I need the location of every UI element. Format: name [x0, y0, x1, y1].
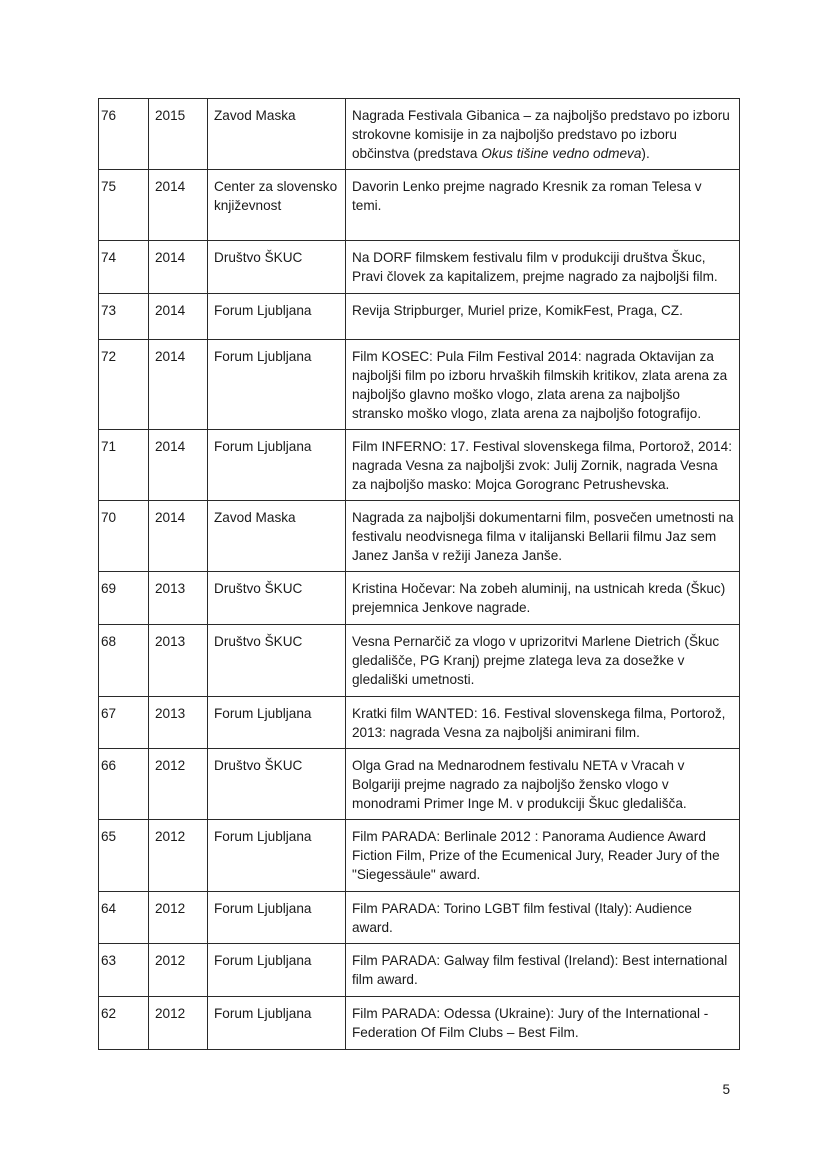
entry-organization: Center za slovensko književnost: [208, 170, 346, 241]
entry-number: 67: [99, 697, 149, 749]
entry-number: 63: [99, 944, 149, 997]
entry-year: 2015: [149, 99, 208, 170]
entry-number: 71: [99, 430, 149, 501]
entry-description: Film PARADA: Odessa (Ukraine): Jury of the International - Federation Of Film Clubs – Best Film.: [346, 997, 740, 1050]
entry-organization: Društvo ŠKUC: [208, 625, 346, 697]
entry-organization: Forum Ljubljana: [208, 340, 346, 430]
entry-organization: Društvo ŠKUC: [208, 749, 346, 820]
awards-table: [98, 98, 740, 1050]
entry-organization: Forum Ljubljana: [208, 697, 346, 749]
entry-organization: Društvo ŠKUC: [208, 241, 346, 294]
description-text: Nagrada Festivala Gibanica – za najboljšo predstavo po izboru strokovne komisije in za najboljšo predstavo po izboru občinstva (predstava: [352, 108, 730, 161]
entry-number: 62: [99, 997, 149, 1050]
entry-description: Olga Grad na Mednarodnem festivalu NETA v Vracah v Bolgariji prejme nagrado za najboljšo žensko vlogo v monodrami Primer Inge M. v produkciji Škuc gledališča.: [346, 749, 740, 820]
entry-organization: Forum Ljubljana: [208, 820, 346, 892]
entry-year: 2014: [149, 501, 208, 572]
description-title-italic: Okus tišine vedno odmeva: [481, 146, 642, 161]
entry-description: [346, 99, 740, 170]
entry-number: 68: [99, 625, 149, 697]
entry-number: 76: [99, 99, 149, 170]
entry-number: 74: [99, 241, 149, 294]
entry-organization: Forum Ljubljana: [208, 892, 346, 944]
table-row: [99, 99, 740, 170]
entry-description: Na DORF filmskem festivalu film v produkciji društva Škuc, Pravi človek za kapitalizem, prejme nagrado za najboljši film.: [346, 241, 740, 294]
entry-year: 2013: [149, 572, 208, 625]
entry-organization: Forum Ljubljana: [208, 294, 346, 340]
entry-year: 2014: [149, 241, 208, 294]
table-row: [99, 241, 740, 294]
entry-year: 2014: [149, 170, 208, 241]
entry-year: 2013: [149, 625, 208, 697]
entry-number: 70: [99, 501, 149, 572]
entry-number: 64: [99, 892, 149, 944]
table-row: [99, 501, 740, 572]
entry-number: 75: [99, 170, 149, 241]
table-row: [99, 944, 740, 997]
table-row: [99, 170, 740, 241]
entry-description: Film PARADA: Galway film festival (Ireland): Best international film award.: [346, 944, 740, 997]
entry-organization: Forum Ljubljana: [208, 997, 346, 1050]
entry-year: 2014: [149, 430, 208, 501]
entry-organization: Zavod Maska: [208, 99, 346, 170]
table-row: [99, 997, 740, 1050]
entry-year: 2012: [149, 997, 208, 1050]
entry-organization: Zavod Maska: [208, 501, 346, 572]
awards-table-body: [99, 99, 740, 1050]
entry-number: 72: [99, 340, 149, 430]
table-row: [99, 340, 740, 430]
entry-year: 2012: [149, 892, 208, 944]
entry-year: 2012: [149, 749, 208, 820]
entry-year: 2012: [149, 944, 208, 997]
entry-description: Davorin Lenko prejme nagrado Kresnik za roman Telesa v temi.: [346, 170, 740, 241]
entry-organization: Društvo ŠKUC: [208, 572, 346, 625]
description-text: ).: [641, 146, 650, 161]
entry-description: Kratki film WANTED: 16. Festival slovenskega filma, Portorož, 2013: nagrada Vesna za najboljši animirani film.: [346, 697, 740, 749]
entry-description: Film KOSEC: Pula Film Festival 2014: nagrada Oktavijan za najboljši film po izboru hrvaških filmskih kritikov, zlata arena za najboljšo glavno moško vlogo, zlata arena za najboljšo stransko moško vlogo, zlata arena za najboljšo fotografijo.: [346, 340, 740, 430]
entry-number: 69: [99, 572, 149, 625]
table-row: [99, 892, 740, 944]
table-row: [99, 820, 740, 892]
table-row: [99, 294, 740, 340]
table-row: [99, 430, 740, 501]
entry-number: 73: [99, 294, 149, 340]
entry-description: Vesna Pernarčič za vlogo v uprizoritvi Marlene Dietrich (Škuc gledališče, PG Kranj) prejme zlatega leva za dosežke v gledališki umetnosti.: [346, 625, 740, 697]
entry-description: Nagrada za najboljši dokumentarni film, posvečen umetnosti na festivalu neodvisnega filma v italijanski Bellarii filmu Jaz sem Janez Janša v režiji Janeza Janše.: [346, 501, 740, 572]
entry-organization: Forum Ljubljana: [208, 430, 346, 501]
page-number: 5: [722, 1082, 730, 1097]
table-row: [99, 625, 740, 697]
entry-organization: Forum Ljubljana: [208, 944, 346, 997]
entry-year: 2014: [149, 294, 208, 340]
entry-description: Film INFERNO: 17. Festival slovenskega filma, Portorož, 2014: nagrada Vesna za najboljši zvok: Julij Zornik, nagrada Vesna za najboljšo masko: Mojca Gorogranc Petrushevska.: [346, 430, 740, 501]
entry-description: Film PARADA: Berlinale 2012 : Panorama Audience Award Fiction Film, Prize of the Ecumenical Jury, Reader Jury of the "Siegessäule" award.: [346, 820, 740, 892]
entry-year: 2013: [149, 697, 208, 749]
table-row: [99, 749, 740, 820]
entry-description: Revija Stripburger, Muriel prize, KomikFest, Praga, CZ.: [346, 294, 740, 340]
entry-number: 66: [99, 749, 149, 820]
entry-year: 2014: [149, 340, 208, 430]
entry-number: 65: [99, 820, 149, 892]
table-row: [99, 572, 740, 625]
entry-description: Kristina Hočevar: Na zobeh aluminij, na ustnicah kreda (Škuc) prejemnica Jenkove nagrade.: [346, 572, 740, 625]
entry-description: Film PARADA: Torino LGBT film festival (Italy): Audience award.: [346, 892, 740, 944]
table-row: [99, 697, 740, 749]
entry-year: 2012: [149, 820, 208, 892]
